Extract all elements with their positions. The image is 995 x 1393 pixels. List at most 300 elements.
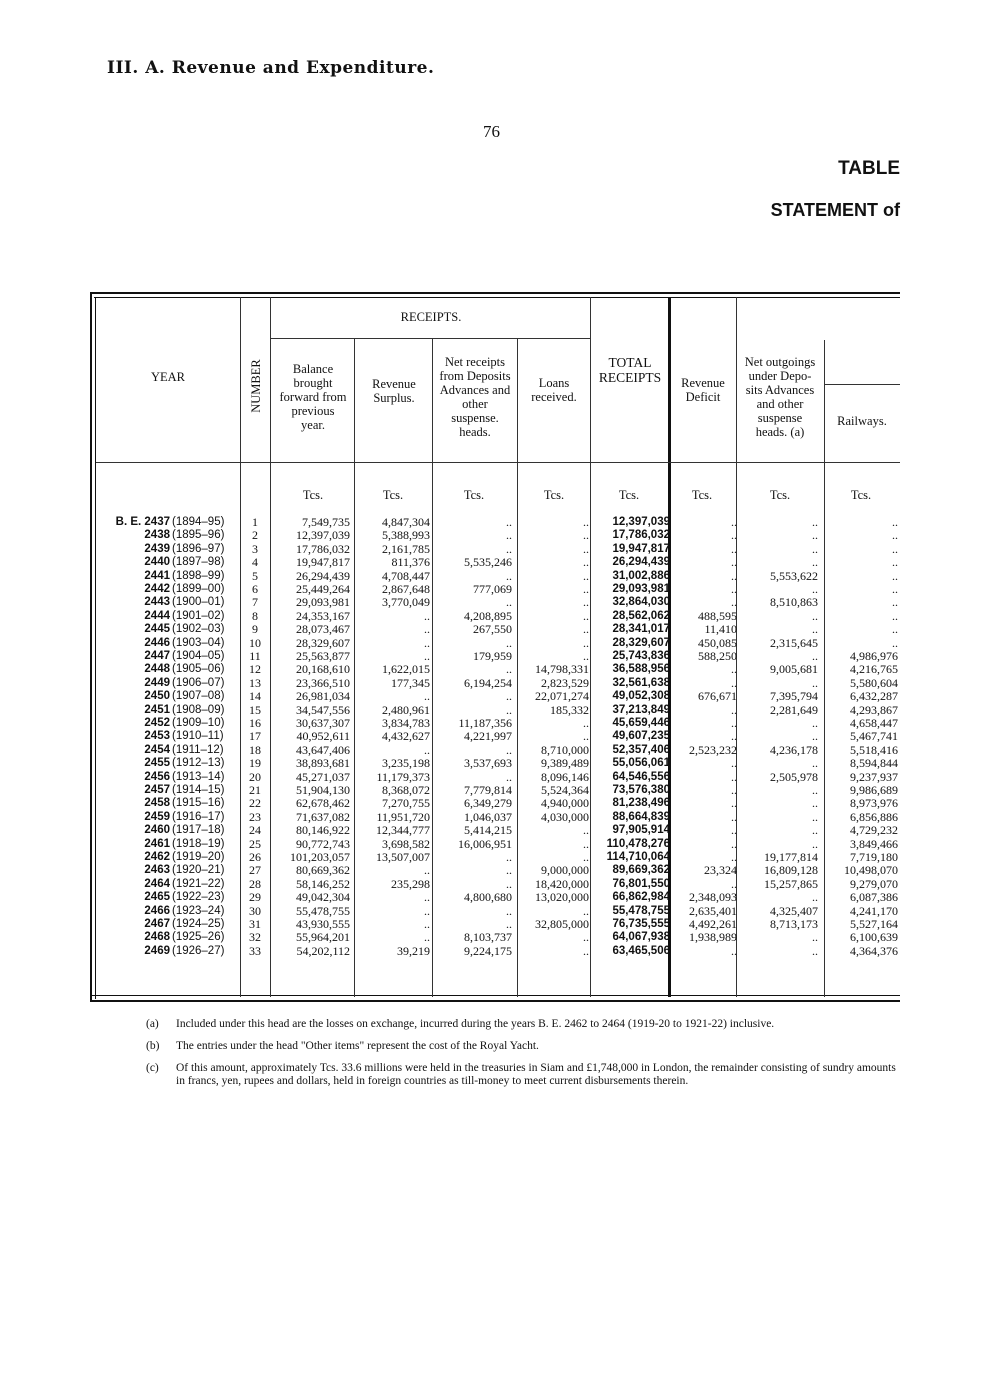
loans-cell: 13,020,000: [535, 890, 589, 905]
section-title: III. A. Revenue and Expenditure.: [107, 58, 435, 78]
year-code-cell: 2443: [144, 596, 170, 609]
total-receipts-cell: 76,801,550: [612, 877, 670, 890]
table-row: [0, 824, 995, 837]
year-code-cell: 2456: [144, 770, 170, 783]
deposits-cell: 4,800,680: [464, 890, 512, 905]
deposits-cell: ..: [506, 917, 512, 931]
loans-cell: ..: [583, 568, 589, 583]
balance-cell: 43,930,555: [296, 917, 350, 931]
revenue-surplus-cell: 4,847,304: [382, 515, 430, 529]
number-cell: 1: [252, 515, 258, 529]
deposits-cell: 4,221,997: [464, 729, 512, 744]
number-cell: 8: [252, 608, 258, 623]
year-range-cell: (1917–18): [172, 824, 225, 837]
revenue-deficit-cell: ..: [731, 555, 737, 570]
revenue-surplus-cell: ..: [424, 917, 430, 931]
number-cell: 10: [249, 635, 261, 650]
number-cell: 31: [249, 917, 261, 931]
year-range-cell: (1908–09): [172, 703, 225, 716]
table-row: [0, 757, 995, 770]
revenue-deficit-cell: ..: [731, 582, 737, 596]
loans-cell: ..: [583, 528, 589, 543]
table-row: [0, 851, 995, 864]
railways-cell: 3,849,466: [850, 836, 898, 851]
deposits-cell: 4,208,895: [464, 608, 512, 623]
year-header: YEAR: [150, 370, 186, 384]
number-cell: 25: [249, 836, 261, 851]
total-receipts-cell: 64,067,938: [612, 931, 670, 944]
net-outgoings-cell: 9,005,681: [770, 662, 818, 677]
year-code-cell: 2460: [144, 824, 170, 837]
revenue-deficit-cell: ..: [731, 595, 737, 610]
net-outgoings-cell: ..: [812, 943, 818, 958]
revenue-surplus-cell: 11,179,373: [376, 769, 430, 784]
railways-cell: 4,986,976: [850, 649, 898, 663]
loans-cell: ..: [583, 622, 589, 637]
table-row: [0, 784, 995, 797]
railways-cell: 6,856,886: [850, 809, 898, 824]
year-range-cell: (1905–06): [172, 663, 225, 676]
railways-cell: 8,973,976: [850, 796, 898, 811]
balance-cell: 26,294,439: [296, 568, 350, 583]
year-code-cell: 2465: [144, 891, 170, 904]
total-receipts-cell: 45,659,446: [612, 717, 670, 729]
railways-cell: ..: [892, 582, 898, 596]
net-outgoings-cell: ..: [812, 890, 818, 905]
loans-cell: ..: [583, 608, 589, 623]
loans-cell: ..: [583, 823, 589, 838]
number-cell: 21: [249, 783, 261, 797]
net-outgoings-cell: ..: [812, 783, 818, 797]
net-outgoings-header: Net outgoings under Depo- sits Advances and other suspense heads. (a): [744, 355, 816, 439]
revenue-deficit-cell: 11,410: [704, 622, 737, 637]
table-top-rule: [90, 292, 900, 294]
revenue-deficit-cell: 676,671: [698, 689, 737, 704]
year-code-cell: 2463: [144, 864, 170, 877]
year-range-cell: (1923–24): [172, 904, 225, 917]
number-cell: 29: [249, 890, 261, 905]
year-range-cell: (1924–25): [172, 918, 225, 930]
balance-cell: 62,678,462: [296, 796, 350, 811]
revenue-surplus-cell: 3,698,582: [382, 836, 430, 851]
deposits-header: Net receipts from Deposits Advances and other suspense. heads.: [439, 355, 511, 439]
total-receipts-cell: 49,052,308: [612, 690, 670, 703]
year-code-cell: 2441: [144, 569, 170, 582]
year-code-cell: 2454: [144, 743, 170, 756]
table-row: [0, 663, 995, 676]
footnote-mark: (c): [146, 1062, 159, 1074]
unit-label: Tcs.: [382, 488, 404, 502]
loans-cell: 8,096,146: [541, 769, 589, 784]
year-code-cell: 2467: [144, 918, 170, 930]
loans-cell: ..: [583, 903, 589, 918]
deposits-cell: ..: [506, 568, 512, 583]
revenue-deficit-cell: ..: [731, 541, 737, 556]
number-cell: 13: [249, 675, 261, 690]
table-row: [0, 931, 995, 944]
footnote-text: Of this amount, approximately Tcs. 33.6 millions were held in the treasuries in Siam and £1,748,000 in London, the remainder consisting of sundry amounts in francs, yen, rupees and dollars, held in foreign countries as till-money to meet current disbursements therein.: [176, 1062, 896, 1087]
revenue-deficit-cell: 2,348,093: [689, 890, 737, 905]
year-range-cell: (1914–15): [172, 784, 225, 796]
year-code-cell: 2466: [144, 904, 170, 917]
revenue-deficit-cell: ..: [731, 783, 737, 797]
railways-cell: ..: [892, 568, 898, 583]
net-outgoings-cell: ..: [812, 796, 818, 811]
balance-cell: 23,366,510: [296, 675, 350, 690]
table-row: [0, 918, 995, 931]
loans-cell: 9,389,489: [541, 756, 589, 771]
balance-cell: 12,397,039: [296, 528, 350, 543]
number-cell: 9: [252, 622, 258, 637]
year-code-cell: 2438: [144, 529, 170, 542]
year-code-cell: 2457: [144, 784, 170, 796]
deposits-cell: 179,959: [473, 649, 512, 663]
number-cell: 17: [249, 729, 261, 744]
table-top-rule-inner: [94, 297, 900, 298]
year-range-cell: (1921–22): [172, 877, 225, 890]
number-cell: 19: [249, 756, 261, 771]
railways-cell: 5,527,164: [850, 917, 898, 931]
table-row: [0, 717, 995, 730]
footnote-mark: (b): [146, 1040, 160, 1052]
railways-cell: 4,216,765: [850, 662, 898, 677]
number-cell: 3: [252, 541, 258, 556]
table-row: [0, 730, 995, 743]
revenue-surplus-cell: 39,219: [397, 943, 430, 958]
revenue-deficit-header: Revenue Deficit: [681, 376, 725, 404]
revenue-deficit-cell: 4,492,261: [689, 917, 737, 931]
balance-cell: 19,947,817: [296, 555, 350, 570]
railways-cell: ..: [892, 595, 898, 610]
total-receipts-cell: 25,743,836: [612, 650, 670, 662]
balance-cell: 26,981,034: [296, 689, 350, 704]
year-range-cell: (1904–05): [172, 650, 225, 662]
receipts-group-rule: [270, 338, 590, 339]
year-range-cell: (1900–01): [172, 596, 225, 609]
net-outgoings-cell: ..: [812, 836, 818, 851]
balance-cell: 45,271,037: [296, 769, 350, 784]
loans-cell: ..: [583, 716, 589, 730]
deposits-cell: 9,224,175: [464, 943, 512, 958]
loans-cell: ..: [583, 541, 589, 556]
net-outgoings-cell: ..: [812, 622, 818, 637]
total-receipts-cell: 63,465,506: [612, 944, 670, 957]
number-cell: 6: [252, 582, 258, 596]
year-code-cell: 2440: [144, 556, 170, 569]
revenue-deficit-cell: ..: [731, 662, 737, 677]
net-outgoings-cell: 2,315,645: [770, 635, 818, 650]
balance-cell: 28,329,607: [296, 635, 350, 650]
table-row: [0, 650, 995, 663]
table-row: [0, 623, 995, 636]
header-bottom-rule: [96, 462, 900, 463]
net-outgoings-cell: 16,809,128: [764, 863, 818, 878]
footnotes: [146, 1018, 906, 1097]
year-range-cell: (1922–23): [172, 891, 225, 904]
revenue-surplus-cell: 13,507,007: [376, 850, 430, 864]
revenue-surplus-cell: 3,834,783: [382, 716, 430, 730]
deposits-cell: ..: [506, 662, 512, 677]
total-receipts-cell: 97,905,914: [612, 824, 670, 837]
total-receipts-cell: 31,002,886: [612, 569, 670, 582]
revenue-deficit-cell: 1,938,989: [689, 930, 737, 945]
deposits-cell: 5,535,246: [464, 555, 512, 570]
year-range-cell: (1902–03): [172, 623, 225, 636]
revenue-surplus-cell: 1,622,015: [382, 662, 430, 677]
net-outgoings-cell: ..: [812, 756, 818, 771]
loans-cell: 2,823,529: [541, 675, 589, 690]
revenue-surplus-cell: 811,376: [391, 555, 430, 570]
table-row: [0, 610, 995, 623]
net-outgoings-cell: ..: [812, 608, 818, 623]
revenue-deficit-cell: 2,635,401: [689, 903, 737, 918]
revenue-deficit-cell: ..: [731, 702, 737, 717]
railways-cell: 6,432,287: [850, 689, 898, 704]
revenue-deficit-cell: 588,250: [698, 649, 737, 663]
loans-cell: 9,000,000: [541, 863, 589, 878]
number-cell: 14: [249, 689, 261, 704]
loans-cell: ..: [583, 555, 589, 570]
balance-cell: 101,203,057: [290, 850, 350, 864]
revenue-deficit-cell: ..: [731, 796, 737, 811]
year-code-cell: 2464: [144, 877, 170, 890]
year-range-cell: (1913–14): [172, 770, 225, 783]
balance-cell: 80,669,362: [296, 863, 350, 878]
revenue-surplus-cell: ..: [424, 890, 430, 905]
revenue-deficit-cell: 2,523,232: [689, 742, 737, 757]
total-receipts-cell: 114,710,064: [606, 851, 670, 863]
footnote-text: Included under this head are the losses on exchange, incurred during the years B. E. 2462 to 2464 (1919-20 to 1921-22) inclusive.: [176, 1018, 775, 1030]
railways-cell: 4,364,376: [850, 943, 898, 958]
revenue-surplus-cell: 4,708,447: [382, 568, 430, 583]
revenue-deficit-cell: ..: [731, 515, 737, 529]
deposits-cell: ..: [506, 528, 512, 543]
net-outgoings-cell: ..: [812, 541, 818, 556]
net-outgoings-cell: 7,395,794: [770, 689, 818, 704]
loans-cell: 5,524,364: [541, 783, 589, 797]
year-range-cell: (1911–12): [172, 743, 224, 756]
balance-cell: 20,168,610: [296, 662, 350, 677]
unit-label: Tcs.: [618, 488, 640, 502]
net-outgoings-cell: 4,236,178: [770, 742, 818, 757]
loans-cell: ..: [583, 582, 589, 596]
year-code-cell: 2444: [144, 609, 170, 622]
year-code-cell: 2462: [144, 851, 170, 863]
total-receipts-cell: 55,056,061: [612, 757, 670, 770]
railways-cell: 9,237,937: [850, 769, 898, 784]
revenue-deficit-cell: ..: [731, 769, 737, 784]
net-outgoings-cell: 8,713,173: [770, 917, 818, 931]
revenue-surplus-cell: ..: [424, 903, 430, 918]
balance-cell: 49,042,304: [296, 890, 350, 905]
deposits-cell: ..: [506, 689, 512, 704]
number-cell: 22: [249, 796, 261, 811]
railways-cell: 5,467,741: [850, 729, 898, 744]
total-receipts-cell: 88,664,839: [612, 810, 670, 823]
deposits-cell: ..: [506, 595, 512, 610]
total-receipts-cell: 12,397,039: [612, 516, 670, 528]
table-row: [0, 677, 995, 690]
number-cell: 2: [252, 528, 258, 543]
loans-cell: 32,805,000: [535, 917, 589, 931]
revenue-surplus-cell: 4,432,627: [382, 729, 430, 744]
number-cell: 20: [249, 769, 261, 784]
revenue-surplus-cell: 2,161,785: [382, 541, 430, 556]
total-receipts-cell: 36,588,956: [612, 663, 670, 676]
year-code-cell: 2458: [144, 797, 170, 810]
loans-cell: ..: [583, 729, 589, 744]
year-range-cell: (1918–19): [172, 837, 225, 850]
year-code-cell: 2447: [144, 650, 170, 662]
year-code-cell: 2469: [144, 944, 170, 957]
table-row: [0, 864, 995, 877]
balance-cell: 28,073,467: [296, 622, 350, 637]
table-row: [0, 905, 995, 918]
revenue-surplus-cell: 2,480,961: [382, 702, 430, 717]
revenue-deficit-cell: ..: [731, 716, 737, 730]
unit-label: Tcs.: [850, 488, 872, 502]
unit-label: Tcs.: [769, 488, 791, 502]
year-code-cell: 2453: [144, 730, 170, 743]
revenue-surplus-cell: ..: [424, 635, 430, 650]
railways-cell: 4,293,867: [850, 702, 898, 717]
railways-cell: 9,279,070: [850, 876, 898, 891]
table-row: [0, 797, 995, 810]
revenue-surplus-cell: 177,345: [391, 675, 430, 690]
total-receipts-cell: 17,786,032: [612, 529, 670, 542]
balance-cell: 58,146,252: [296, 876, 350, 891]
balance-cell: 40,952,611: [296, 729, 350, 744]
revenue-surplus-cell: 7,270,755: [382, 796, 430, 811]
revenue-surplus-cell: 11,951,720: [376, 809, 430, 824]
year-code-cell: 2445: [144, 623, 170, 636]
revenue-deficit-cell: ..: [731, 809, 737, 824]
net-outgoings-cell: 8,510,863: [770, 595, 818, 610]
balance-cell: 7,549,735: [302, 515, 350, 529]
year-range-cell: (1915–16): [172, 797, 225, 810]
revenue-surplus-cell: 12,344,777: [376, 823, 430, 838]
balance-cell: 90,772,743: [296, 836, 350, 851]
unit-label: Tcs.: [463, 488, 485, 502]
table-label: TABLE: [838, 158, 900, 179]
railways-cell: 7,719,180: [850, 850, 898, 864]
loans-cell: 4,940,000: [541, 796, 589, 811]
footnote: [146, 1040, 906, 1053]
footnote-mark: (a): [146, 1018, 159, 1030]
deposits-cell: ..: [506, 876, 512, 891]
revenue-surplus-cell: 235,298: [391, 876, 430, 891]
year-code-cell: 2446: [144, 636, 170, 649]
loans-cell: ..: [583, 850, 589, 864]
year-code-cell: 2448: [144, 663, 170, 676]
balance-cell: 24,353,167: [296, 608, 350, 623]
revenue-surplus-cell: 3,770,049: [382, 595, 430, 610]
number-cell: 15: [249, 702, 261, 717]
revenue-deficit-cell: ..: [731, 836, 737, 851]
revenue-surplus-cell: ..: [424, 608, 430, 623]
revenue-surplus-cell: 5,388,993: [382, 528, 430, 543]
year-range-cell: (1925–26): [172, 931, 225, 944]
net-outgoings-cell: ..: [812, 823, 818, 838]
revenue-surplus-cell: ..: [424, 863, 430, 878]
net-outgoings-cell: ..: [812, 809, 818, 824]
net-outgoings-cell: 2,505,978: [770, 769, 818, 784]
total-receipts-cell: 28,329,607: [612, 636, 670, 649]
railways-cell: ..: [892, 635, 898, 650]
total-receipts-cell: 81,238,496: [612, 797, 670, 810]
deposits-cell: ..: [506, 769, 512, 784]
total-receipts-cell: 89,669,362: [612, 864, 670, 877]
total-receipts-cell: 19,947,817: [612, 542, 670, 555]
loans-cell: 4,030,000: [541, 809, 589, 824]
year-code-cell: 2468: [144, 931, 170, 944]
number-cell: 5: [252, 568, 258, 583]
total-receipts-cell: 32,561,638: [612, 676, 670, 689]
railways-cell: 6,087,386: [850, 890, 898, 905]
table-row: [0, 891, 995, 904]
year-range-cell: (1906–07): [172, 676, 225, 689]
revenue-surplus-cell: 3,235,198: [382, 756, 430, 771]
net-outgoings-cell: ..: [812, 675, 818, 690]
year-code-cell: 2461: [144, 837, 170, 850]
net-outgoings-cell: 2,281,649: [770, 702, 818, 717]
deposits-cell: ..: [506, 742, 512, 757]
net-outgoings-cell: ..: [812, 930, 818, 945]
table-row: [0, 811, 995, 824]
table-row: [0, 637, 995, 650]
railways-cell: 4,729,232: [850, 823, 898, 838]
balance-cell: 80,146,922: [296, 823, 350, 838]
revenue-surplus-cell: 2,867,648: [382, 582, 430, 596]
year-range-cell: (1909–10): [172, 717, 225, 729]
total-receipts-cell: 110,478,276: [606, 837, 670, 850]
year-range-cell: (1901–02): [172, 609, 225, 622]
total-receipts-cell: 28,341,017: [612, 623, 670, 636]
revenue-deficit-cell: ..: [731, 528, 737, 543]
balance-cell: 25,563,877: [296, 649, 350, 663]
total-receipts-cell: 55,478,755: [612, 904, 670, 917]
deposits-cell: ..: [506, 541, 512, 556]
railways-cell: ..: [892, 541, 898, 556]
deposits-cell: ..: [506, 702, 512, 717]
net-outgoings-cell: ..: [812, 555, 818, 570]
number-cell: 23: [249, 809, 261, 824]
loans-cell: 185,332: [550, 702, 589, 717]
revenue-surplus-cell: ..: [424, 689, 430, 704]
deposits-cell: 6,349,279: [464, 796, 512, 811]
railways-cell: 10,498,070: [844, 863, 898, 878]
revenue-surplus-header: Revenue Surplus.: [372, 377, 416, 405]
balance-cell: 17,786,032: [296, 541, 350, 556]
year-code-cell: 2449: [144, 676, 170, 689]
year-range-cell: (1899–00): [172, 583, 225, 595]
balance-cell: 55,964,201: [296, 930, 350, 945]
net-outgoings-cell: ..: [812, 716, 818, 730]
revenue-deficit-cell: ..: [731, 756, 737, 771]
year-range-cell: (1920–21): [172, 864, 225, 877]
total-receipts-cell: 66,862,984: [612, 891, 670, 904]
year-range-cell: (1903–04): [172, 636, 225, 649]
balance-cell: 30,637,307: [296, 716, 350, 730]
number-cell: 27: [249, 863, 261, 878]
number-header: NUMBER: [249, 359, 263, 413]
total-receipts-cell: 73,576,380: [612, 784, 670, 796]
balance-cell: 29,093,981: [296, 595, 350, 610]
total-receipts-cell: 32,864,030: [612, 596, 670, 609]
railways-cell: 4,658,447: [850, 716, 898, 730]
deposits-cell: 6,194,254: [464, 675, 512, 690]
revenue-deficit-cell: ..: [731, 850, 737, 864]
